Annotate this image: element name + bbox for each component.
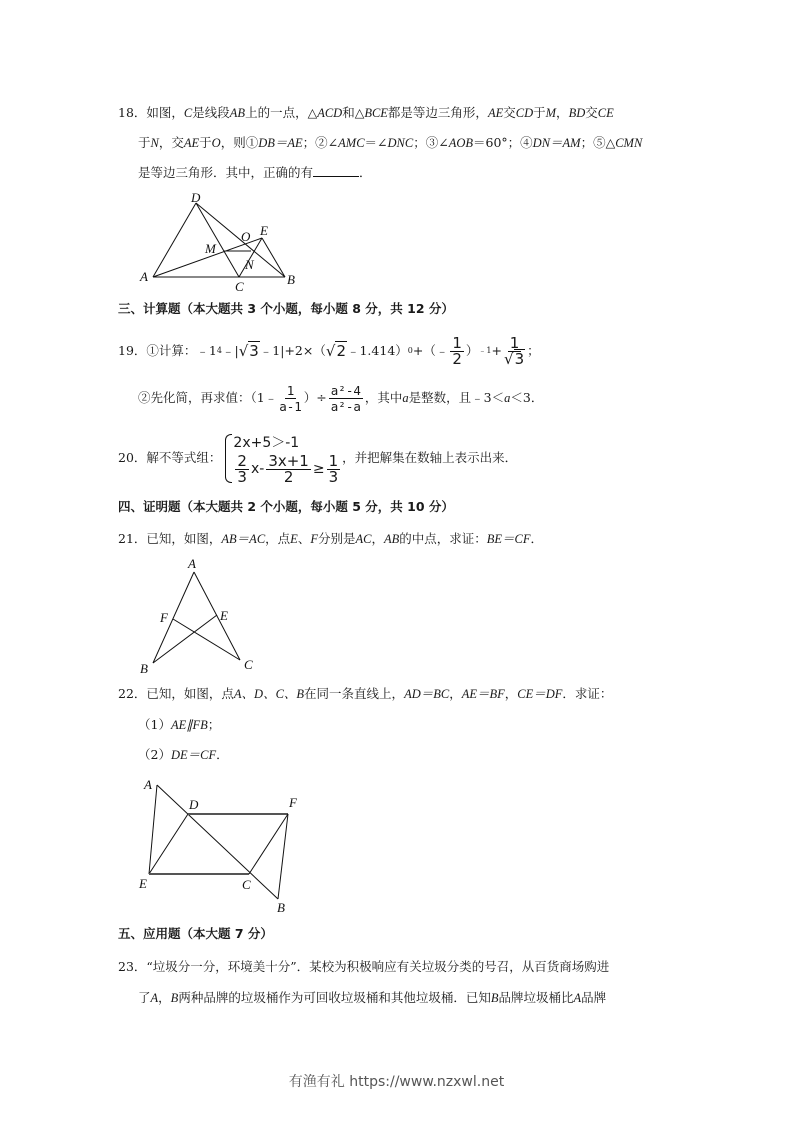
- var: BCE: [364, 106, 388, 120]
- label-E: E: [139, 876, 147, 891]
- label-A: A: [144, 777, 152, 792]
- label-F: F: [289, 795, 297, 810]
- q22-part-1: [138, 716, 220, 734]
- statement-4: DN＝AM: [532, 136, 581, 150]
- var: AOB: [448, 136, 474, 150]
- text: 上的一点，△: [245, 105, 318, 120]
- text: ；②∠: [302, 135, 339, 150]
- text: 是整数，且﹣3＜: [408, 390, 505, 405]
- fraction: [266, 451, 311, 486]
- exponent: 0: [407, 346, 413, 355]
- q18-figure: [135, 188, 310, 293]
- text: ．: [216, 747, 229, 762]
- text: 了: [138, 990, 151, 1005]
- text: 是线段: [192, 105, 230, 120]
- text: ，点: [265, 531, 291, 546]
- var: CD: [515, 106, 534, 120]
- denominator: a²-a: [330, 398, 361, 414]
- label-F: F: [160, 610, 168, 625]
- denominator: 2: [283, 467, 294, 486]
- text: 解不等式组：: [146, 450, 222, 465]
- inequality-system: [223, 432, 342, 485]
- text: （1）: [138, 717, 171, 732]
- section-3-title: 三、计算题（本大题共 3 个小题，每小题 8 分，共 12 分）: [118, 301, 454, 316]
- var: DNC: [387, 136, 414, 150]
- q22-statement: [118, 685, 612, 703]
- text: 于: [533, 105, 546, 120]
- radicand: 2: [336, 342, 346, 360]
- numerator: 1: [328, 451, 339, 470]
- var: AE: [487, 106, 504, 120]
- var: a: [402, 391, 409, 405]
- q18-line-2: [138, 134, 642, 152]
- var: AC: [355, 532, 372, 546]
- fraction: [327, 451, 341, 486]
- var: E: [290, 532, 298, 546]
- text: 在同一条直线上，: [304, 686, 405, 701]
- denominator: 3: [237, 467, 247, 486]
- sqrt: √3: [504, 349, 525, 368]
- goal: BE＝CF: [486, 532, 531, 546]
- sqrt: √3: [238, 342, 259, 360]
- numerator: 2: [237, 451, 247, 470]
- q21: [118, 530, 543, 548]
- var: AB: [383, 532, 400, 546]
- relation: ≥: [312, 461, 325, 477]
- statement-1: DB＝AE: [258, 136, 303, 150]
- var: BD: [568, 106, 586, 120]
- text: ）: [465, 343, 479, 358]
- text: ﹣1: [196, 343, 217, 358]
- fraction: [279, 383, 302, 414]
- var: A: [573, 991, 582, 1005]
- exponent: ﹣1: [478, 346, 492, 355]
- inequality-2: [233, 451, 342, 486]
- label-C: C: [235, 279, 244, 293]
- text: 和△: [342, 105, 365, 120]
- text: ，: [158, 990, 171, 1005]
- text: 品牌垃圾桶比: [498, 990, 574, 1005]
- label-A: A: [140, 269, 148, 284]
- text: ，其中: [364, 390, 403, 405]
- var: CE: [597, 106, 614, 120]
- text: +: [491, 343, 502, 358]
- var: O: [211, 136, 221, 150]
- q19-part-2: [138, 380, 543, 416]
- condition: AB＝AC: [221, 532, 266, 546]
- text: +（﹣: [412, 343, 449, 358]
- var: ACD: [317, 106, 343, 120]
- text: （2）: [138, 747, 171, 762]
- var: AMC: [338, 136, 365, 150]
- q20: [118, 428, 517, 488]
- question-number: 20．: [118, 450, 147, 465]
- q21-figure: [128, 556, 263, 678]
- numerator: 1: [286, 382, 295, 398]
- text: ＜3．: [510, 390, 544, 405]
- text: ＝∠: [364, 135, 388, 150]
- denominator: a-1: [279, 398, 302, 414]
- text: ，: [504, 686, 518, 701]
- radicand: 3: [249, 342, 259, 360]
- text: 交: [503, 105, 516, 120]
- var: C: [183, 106, 193, 120]
- label-O: O: [241, 229, 251, 244]
- text: ＝60°；④: [473, 135, 533, 150]
- var: AE: [183, 136, 200, 150]
- question-number: 18．: [118, 105, 147, 120]
- numerator: a²-4: [330, 382, 361, 398]
- label-B: B: [287, 272, 295, 287]
- var: M: [545, 106, 557, 120]
- q19-part-1: [118, 333, 540, 369]
- fraction: [329, 383, 363, 414]
- text: 、: [297, 531, 311, 546]
- condition: AE＝BF: [461, 687, 505, 701]
- q18-line-1: [118, 104, 614, 122]
- text: ﹣1.414）: [346, 343, 408, 358]
- denominator: 3: [328, 467, 339, 486]
- var: N: [150, 136, 159, 150]
- var: B: [170, 991, 179, 1005]
- section-5-title: 五、应用题（本大题 7 分）: [118, 926, 273, 941]
- text: ，: [556, 105, 569, 120]
- var: AB: [229, 106, 246, 120]
- label-B: B: [277, 900, 285, 915]
- var: A: [150, 991, 159, 1005]
- sqrt: √2: [325, 342, 346, 360]
- label-M: M: [205, 241, 216, 256]
- var: a: [504, 391, 511, 405]
- text: ；: [527, 343, 540, 358]
- text: 于: [138, 135, 151, 150]
- text: 分别是: [317, 531, 356, 546]
- text: 22．已知，如图，点: [118, 686, 234, 701]
- label-D: D: [189, 797, 199, 812]
- label-E: E: [260, 223, 268, 238]
- numerator: 3x+1: [268, 451, 309, 470]
- var: CMN: [615, 136, 643, 150]
- q18-line-3: [138, 164, 372, 182]
- answer-blank[interactable]: [313, 164, 359, 177]
- text: ，并把解集在数轴上表示出来．: [342, 450, 518, 465]
- exponent: 4: [216, 346, 222, 355]
- fraction: [504, 333, 525, 368]
- text: 两种品牌的垃圾桶作为可回收垃圾桶和其他垃圾桶．已知: [178, 990, 491, 1005]
- text: 于: [199, 135, 212, 150]
- points: A、D、C、B: [233, 687, 305, 701]
- text: ，交: [158, 135, 184, 150]
- denominator: 2: [452, 349, 462, 368]
- label-B: B: [140, 661, 148, 676]
- q22-figure: [132, 772, 310, 917]
- q23-line-1: 23．“垃圾分一分，环境美十分”．某校为积极响应有关垃圾分类的号召，从百货商场购进: [118, 959, 610, 974]
- q22-part-2: [138, 746, 229, 764]
- text: ②先化简，再求值：（1﹣: [138, 390, 278, 405]
- numerator: 1: [509, 333, 520, 352]
- label-D: D: [191, 190, 201, 205]
- text: 如图，: [146, 105, 184, 120]
- radicand: 3: [514, 349, 525, 368]
- text: 交: [585, 105, 598, 120]
- text: ）÷: [303, 390, 327, 405]
- text: 的中点，求证：: [399, 531, 487, 546]
- text: 都是等边三角形，: [387, 105, 488, 120]
- text: ．: [359, 165, 372, 180]
- goal: DE＝CF: [170, 748, 217, 762]
- text: ．求证：: [562, 686, 613, 701]
- label-N: N: [245, 257, 254, 272]
- text: ；: [207, 717, 221, 732]
- question-number: 19．: [118, 343, 147, 358]
- text: ①计算：: [146, 343, 197, 358]
- inequality-1: 2x+5＞-1: [233, 434, 300, 451]
- text: ；⑤△: [580, 135, 616, 150]
- q23-line-2: [138, 989, 606, 1007]
- label-A: A: [188, 556, 196, 571]
- numerator: 1: [452, 333, 462, 352]
- text: ﹣|: [221, 343, 239, 358]
- condition: CE＝DF: [517, 687, 563, 701]
- text: x-: [250, 461, 265, 477]
- var: F: [310, 532, 318, 546]
- text: ．: [530, 531, 544, 546]
- label-C: C: [242, 877, 251, 892]
- text: 21．已知，如图，: [118, 531, 222, 546]
- text: 是等边三角形．其中，正确的有: [138, 165, 314, 180]
- label-E: E: [220, 608, 228, 623]
- text: ，: [449, 686, 462, 701]
- goal: AE∥FB: [170, 718, 208, 732]
- section-4-title: 四、证明题（本大题共 2 个小题，每小题 5 分，共 10 分）: [118, 499, 454, 514]
- text: ；③∠: [413, 135, 449, 150]
- condition: AD＝BC: [404, 687, 450, 701]
- text: ，则①: [220, 135, 259, 150]
- footer-watermark: 有渔有礼 https://www.nzxwl.net: [288, 1074, 505, 1090]
- var: B: [490, 991, 499, 1005]
- text: 品牌: [581, 990, 607, 1005]
- fraction: [450, 333, 464, 368]
- text: ﹣1|+2×（: [259, 343, 326, 358]
- text: ，: [371, 531, 384, 546]
- fraction: [235, 451, 249, 486]
- label-C: C: [244, 657, 253, 672]
